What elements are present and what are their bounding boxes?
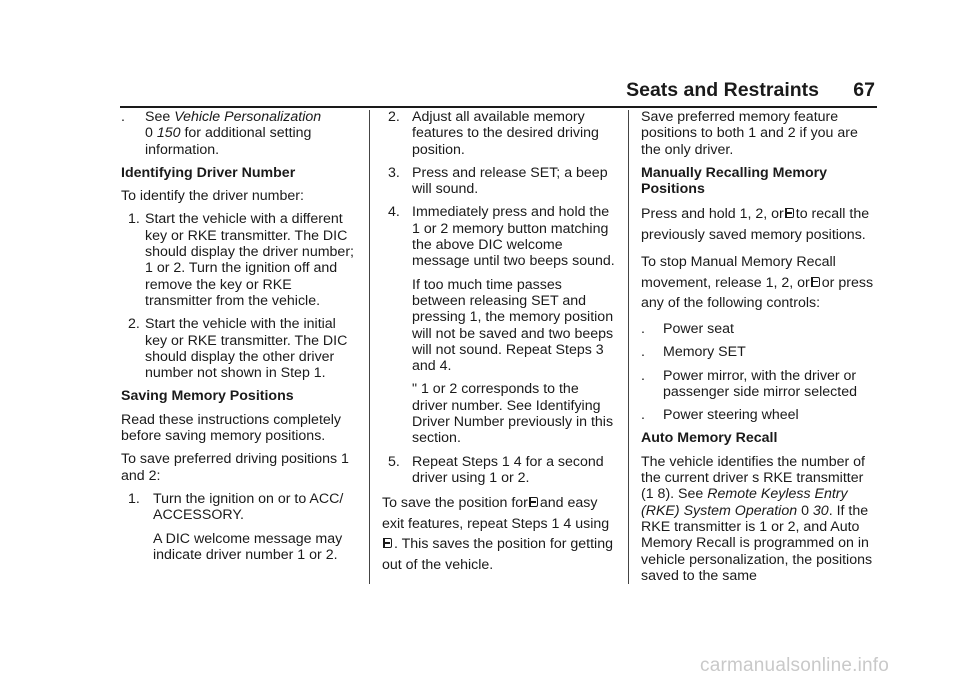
text-fragment: press any of the following controls: bbox=[641, 274, 874, 312]
text-fragment: the previously saved memory positions. bbox=[641, 206, 870, 243]
step-text: Start the vehicle with the initial key or RKE transmitter. The DIC should display the other driver number not shown in Step 1. bbox=[145, 316, 348, 382]
text-fragment: . This saves the position for getting out of the vehicle. bbox=[382, 536, 613, 573]
paragraph-stop-recall bbox=[641, 252, 879, 314]
text-fragment: movement, release 1, 2, or bbox=[641, 274, 810, 291]
cross-reference-page[interactable]: 150 bbox=[156, 125, 181, 142]
cross-reference-link[interactable]: Vehicle Personalization bbox=[174, 109, 322, 125]
step-text: Repeat Steps 1 4 for a second driver using 1 or 2. bbox=[412, 453, 604, 486]
text-fragment: using bbox=[575, 515, 610, 532]
bullet-text: Power steering wheel bbox=[663, 407, 799, 424]
memory-b-button-icon bbox=[529, 497, 539, 508]
bullet-item bbox=[641, 344, 879, 360]
column-2 bbox=[382, 109, 618, 582]
heading-manual-recall: Manually Recalling Memory Positions bbox=[641, 164, 828, 198]
paragraph: To save preferred driving positions 1 and 2: bbox=[121, 451, 349, 484]
step-text: Press and release SET; a beep will sound. bbox=[412, 164, 608, 198]
step-item bbox=[382, 165, 618, 198]
step-item bbox=[382, 454, 618, 487]
text-fragment: to recall bbox=[795, 206, 846, 223]
step-text: Turn the ignition on or to ACC/ ACCESSORY. bbox=[153, 490, 344, 524]
bullet-glyph: . bbox=[641, 367, 645, 384]
bullet-text-post: for additional setting information. bbox=[145, 125, 312, 158]
paragraph-auto-recall bbox=[641, 454, 879, 584]
step-number: 1. bbox=[128, 211, 140, 228]
watermark: carmanualsonline.info bbox=[700, 655, 890, 676]
page-ref-arrow-icon: 0 bbox=[145, 125, 153, 142]
step-number: 5. bbox=[388, 453, 400, 470]
column-1 bbox=[121, 109, 357, 570]
text-fragment: and easy exit features, repeat Steps 1 4 bbox=[382, 495, 598, 532]
header-rule bbox=[120, 106, 877, 108]
step-number: 2. bbox=[128, 316, 140, 333]
bullet-glyph: . bbox=[641, 407, 645, 424]
step-number: 1. bbox=[128, 490, 140, 507]
step-continuation: A DIC welcome message may indicate driver number 1 or 2. bbox=[153, 530, 343, 563]
step-number: 3. bbox=[388, 164, 400, 181]
column-3 bbox=[641, 109, 879, 591]
page-ref-arrow-icon: 0 bbox=[801, 502, 809, 519]
step-text: Immediately press and hold the 1 or 2 memory button matching the above DIC welcome message until two beeps sound. bbox=[412, 204, 615, 270]
bullet-item bbox=[641, 407, 879, 423]
column-divider-2 bbox=[628, 110, 629, 584]
bullet-glyph: . bbox=[641, 320, 645, 337]
text-fragment: To save the position for bbox=[382, 495, 528, 512]
step-text: Start the vehicle with a different key or RKE transmitter. The DIC should display the driver number; 1 or 2. Turn the ignition off and remove the key or RKE transmitter from the vehicle. bbox=[145, 211, 354, 309]
bullet-glyph: . bbox=[121, 109, 125, 125]
bullet-item bbox=[641, 321, 879, 337]
step-item bbox=[121, 491, 357, 524]
heading-auto-recall: Auto Memory Recall bbox=[641, 430, 778, 447]
paragraph-exit-position bbox=[382, 493, 618, 575]
bullet-text: Memory SET bbox=[663, 344, 746, 361]
text-fragment: . If the RKE transmitter is 1 or 2, and Auto Memory Recall is programmed on in vehicle personalization, the positions saved to the same bbox=[641, 502, 873, 584]
cross-reference-link[interactable]: Remote Keyless Entry (RKE) System Operation bbox=[641, 486, 848, 519]
step-continuation: If too much time passes between releasing SET and pressing 1, the memory position will not be saved and two beeps will not sound. Repeat Steps 3 and 4. bbox=[412, 276, 614, 375]
memory-b-button-icon bbox=[383, 538, 393, 549]
paragraph-manual-recall bbox=[641, 204, 879, 245]
paragraph: Save preferred memory feature positions to both 1 and 2 if you are the only driver. bbox=[641, 109, 858, 158]
page-header bbox=[620, 79, 877, 107]
cross-reference-page[interactable]: 30 bbox=[812, 502, 829, 519]
bullet-text: Power mirror, with the driver or passenger side mirror selected bbox=[663, 367, 857, 400]
column-divider-1 bbox=[369, 110, 370, 584]
bullet-text-pre: See bbox=[145, 109, 175, 125]
step-number: 4. bbox=[388, 204, 400, 221]
page-number: 67 bbox=[853, 79, 875, 101]
heading-identifying-driver: Identifying Driver Number bbox=[121, 164, 296, 181]
text-fragment: The vehicle identifies the number of the current driver s RKE transmitter (1 8). See bbox=[641, 453, 865, 503]
step-number: 2. bbox=[388, 109, 400, 125]
paragraph: Read these instructions completely before saving memory positions. bbox=[121, 411, 342, 445]
step-continuation: " 1 or 2 corresponds to the driver number. See Identifying Driver Number previously in this section. bbox=[412, 381, 614, 447]
bullet-text: Power seat bbox=[663, 320, 734, 337]
memory-b-button-icon bbox=[811, 277, 821, 288]
text-fragment: To stop Manual Memory Recall bbox=[641, 254, 836, 271]
text-fragment: Press and hold 1, 2, or bbox=[641, 206, 784, 223]
step-item bbox=[121, 316, 357, 381]
step-item bbox=[382, 204, 618, 269]
memory-b-button-icon bbox=[785, 208, 795, 219]
bullet-glyph: . bbox=[641, 344, 645, 361]
step-item bbox=[121, 211, 357, 309]
bullet-item bbox=[121, 109, 357, 158]
text-fragment: or bbox=[821, 274, 835, 291]
step-text: Adjust all available memory features to the desired driving position. bbox=[412, 109, 599, 158]
section-title: Seats and Restraints bbox=[626, 79, 819, 101]
paragraph: To identify the driver number: bbox=[121, 188, 304, 205]
heading-saving-memory: Saving Memory Positions bbox=[121, 388, 294, 405]
step-item bbox=[382, 109, 618, 158]
bullet-item bbox=[641, 368, 879, 401]
